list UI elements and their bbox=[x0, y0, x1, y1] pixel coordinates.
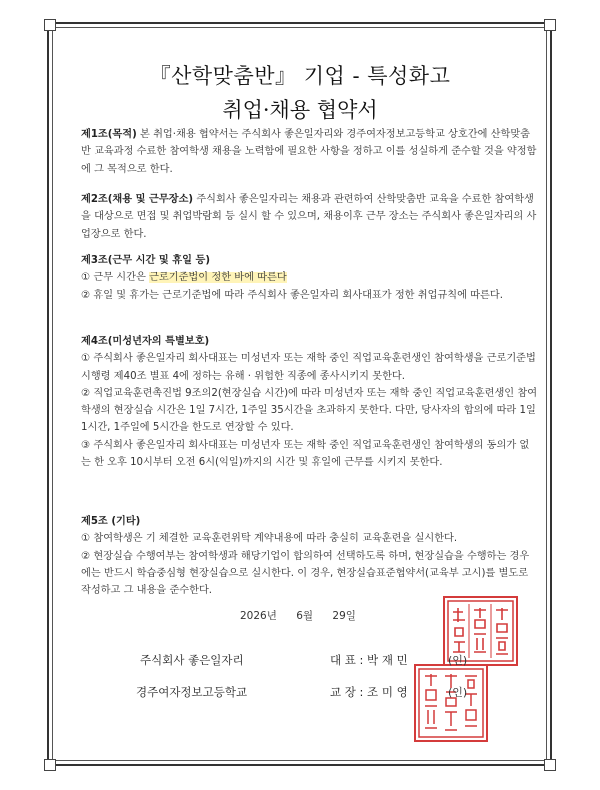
document-title: 『산학맞춤반』 기업 - 특성화고 bbox=[149, 64, 451, 88]
article-heading: 제5조 (기타) bbox=[81, 516, 141, 527]
company-representative: 대 표 : 박 재 민 bbox=[330, 653, 408, 667]
school-principal: 교 장 : 조 미 영 bbox=[330, 685, 408, 699]
school-seal-stamp bbox=[414, 664, 488, 742]
article-4 bbox=[81, 333, 539, 471]
article-text: 본 취업·채용 협약서는 주식회사 좋은일자리와 경주여자정보고등학교 상호간에 산학맞춤반 교육과정 수료한 참여학생 채용을 노력함에 필요한 사항을 정하고 이를 성실하게 준수할 것을 약정함에 그 목적으로 한다. bbox=[81, 129, 537, 175]
article-heading: 제3조(근무 시간 및 휴일 등) bbox=[81, 255, 210, 266]
article-heading: 제4조(미성년자의 특별보호) bbox=[81, 336, 210, 347]
date-day: 29일 bbox=[332, 610, 356, 622]
article-item: ① 참여학생은 기 체결한 교육훈련위탁 계약내용에 따라 충실히 교육훈련을 실시한다. bbox=[81, 533, 458, 545]
date-year: 2026년 bbox=[240, 610, 277, 622]
date-month: 6월 bbox=[296, 610, 314, 622]
article-item: ② 휴일 및 휴가는 근로기준법에 따라 주식회사 좋은일자리 회사대표가 정한 취업규칙에 따른다. bbox=[81, 289, 503, 301]
article-3 bbox=[81, 252, 539, 304]
article-5 bbox=[81, 513, 539, 599]
agreement-date bbox=[240, 608, 358, 623]
article-heading: 제1조(목적) bbox=[81, 129, 137, 140]
border-corner bbox=[544, 19, 556, 31]
school-name: 경주여자정보고등학교 bbox=[136, 685, 248, 699]
article-text: 주식회사 좋은일자리는 채용과 관련하여 산학맞춤반 교육을 수료한 참여학생을 대상으로 면접 및 취업박람회 등 실시 할 수 있으며, 채용이후 근무 장소는 주식회사 좋은일자리의 사업장으로 한다. bbox=[81, 194, 537, 240]
article-2 bbox=[81, 191, 539, 243]
school-seal-mark: (인) bbox=[448, 686, 468, 699]
article-item: ② 직업교육훈련촉진법 9조의2(현장실습 시간)에 따라 미성년자 또는 재학 중인 직업교육훈련생인 참여학생의 현장실습 시간은 1일 7시간, 1주일 35시간을 초과하지 못한다. 다만, 당사자의 합의에 따라 1일 1시간, 1주일에 5시간을 한도로 연장할 수 있다. bbox=[81, 387, 538, 434]
border-corner bbox=[544, 759, 556, 771]
article-item: ② 현장실습 수행여부는 참여학생과 해당기업이 합의하여 선택하도록 하며, 현장실습을 수행하는 경우에는 반드시 학습중심형 현장실습으로 실시한다. 이 경우, 현장실습표준협약서(교육부 고시)를 별도로 작성하고 그 내용을 준수한다. bbox=[81, 550, 530, 597]
article-heading: 제2조(채용 및 근무장소) bbox=[81, 194, 194, 205]
article-item: ① 근무 시간은 bbox=[81, 272, 150, 284]
article-item: ③ 주식회사 좋은일자리 회사대표는 미성년자 또는 재학 중인 직업교육훈련생인 참여학생의 동의가 없는 한 오후 10시부터 오전 6시(익일)까지의 시간 및 휴일에 근무를 시키지 못한다. bbox=[81, 439, 530, 469]
article-1 bbox=[81, 126, 539, 178]
company-name: 주식회사 좋은일자리 bbox=[140, 653, 244, 667]
document-subtitle: 취업·채용 협약서 bbox=[222, 98, 378, 122]
border-corner bbox=[44, 759, 56, 771]
highlighted-text: 근로기준법이 정한 바에 따른다 bbox=[149, 272, 287, 284]
article-item: ① 주식회사 좋은일자리 회사대표는 미성년자 또는 재학 중인 직업교육훈련생인 참여학생을 근로기준법시행령 제40조 별표 4에 정하는 유해 · 위험한 직종에 종사시키지 못한다. bbox=[81, 353, 536, 382]
border-corner bbox=[44, 19, 56, 31]
company-seal-mark: (인) bbox=[448, 654, 468, 667]
